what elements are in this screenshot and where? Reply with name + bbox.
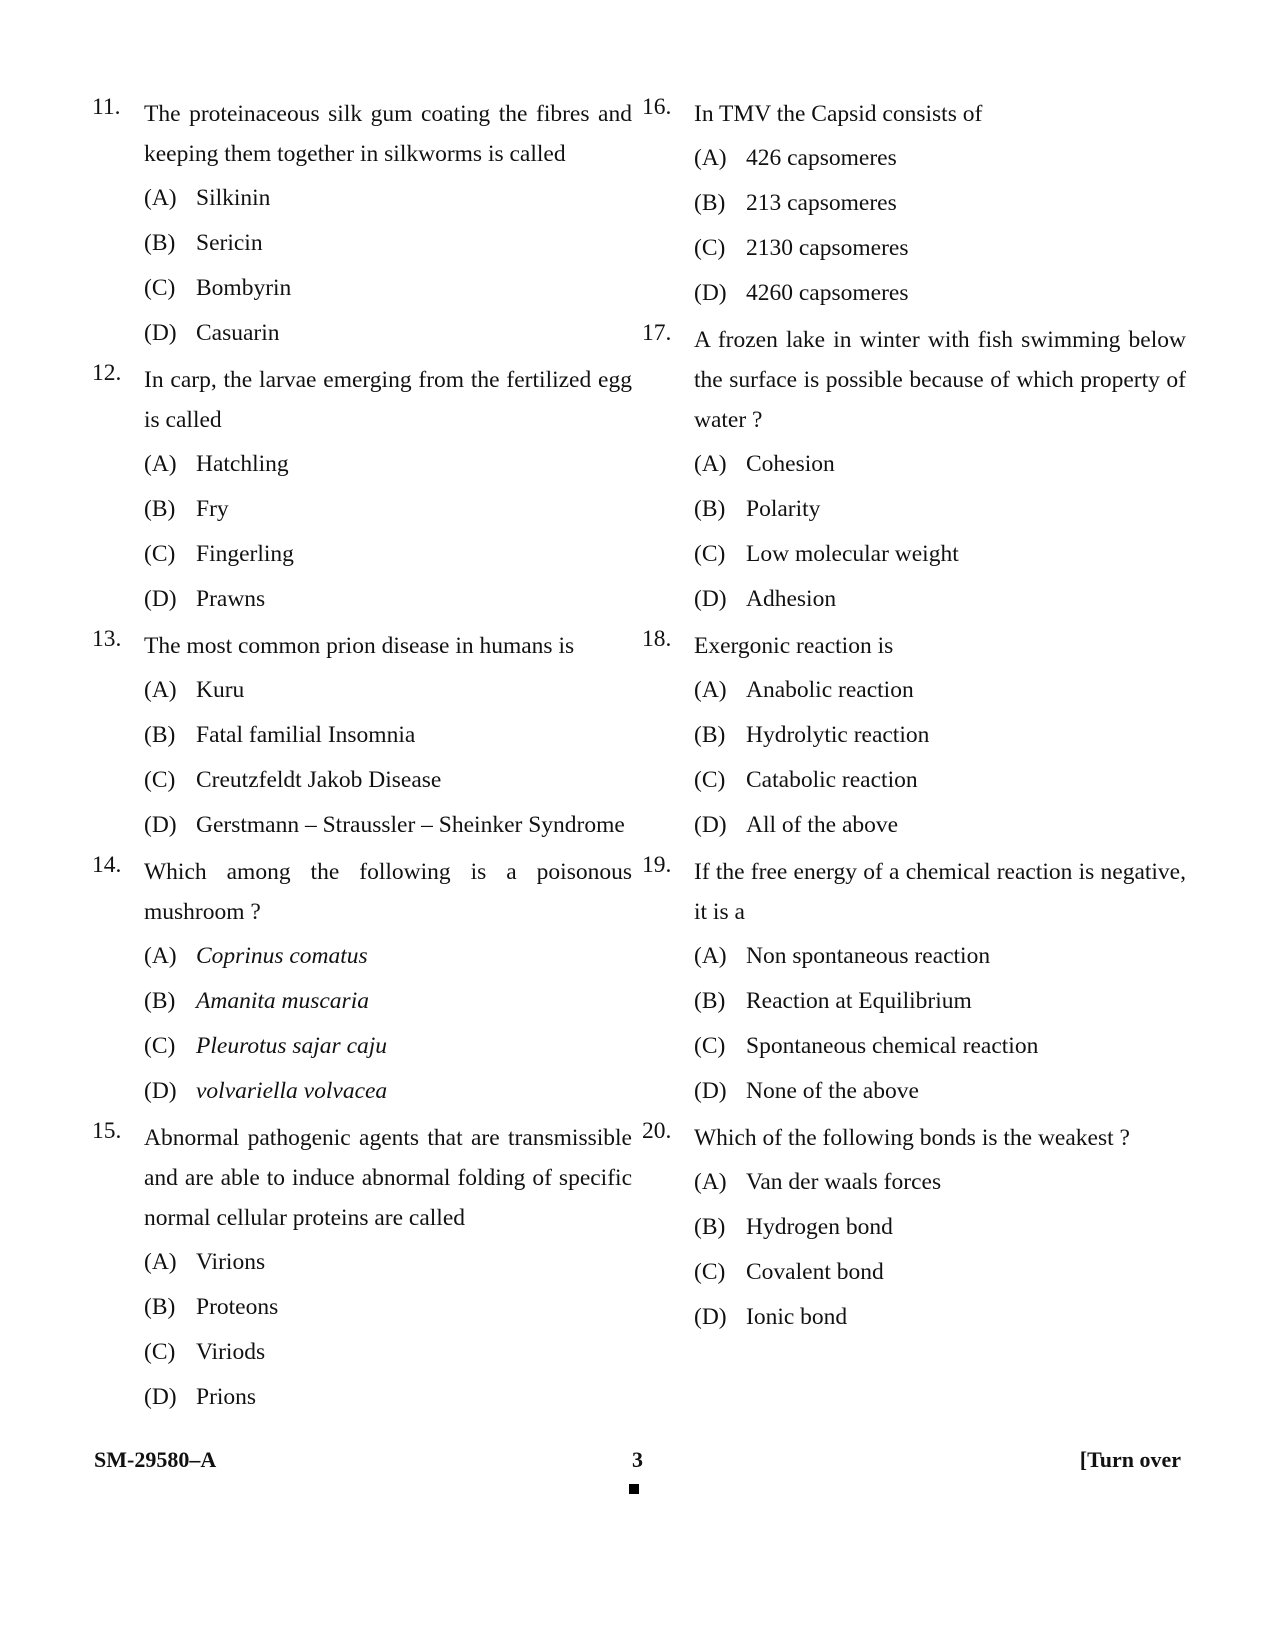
question-number: 18. <box>642 626 672 652</box>
question-text: Abnormal pathogenic agents that are transmissible and are able to induce abnormal folding of specific normal cellular proteins are called <box>144 1125 632 1231</box>
answer-option <box>694 1069 1186 1114</box>
option-label: (A) <box>694 677 727 703</box>
answer-option <box>144 1069 632 1114</box>
answer-option <box>694 226 1186 271</box>
option-text: Amanita muscaria <box>196 988 369 1014</box>
option-label: (B) <box>694 190 726 216</box>
option-label: (D) <box>694 1304 727 1330</box>
answer-option <box>144 1240 632 1285</box>
option-text: Van der waals forces <box>746 1169 942 1195</box>
question-text: The proteinaceous silk gum coating the fibres and keeping them together in silkworms is called <box>144 101 632 167</box>
question-number: 12. <box>92 360 122 386</box>
answer-option <box>694 487 1186 532</box>
question-17 <box>642 320 1186 622</box>
question-text: If the free energy of a chemical reaction is negative, it is a <box>694 859 1186 925</box>
question-number: 17. <box>642 320 672 346</box>
answer-option <box>694 532 1186 577</box>
option-text: 426 capsomeres <box>746 145 897 171</box>
answer-option <box>694 1295 1186 1340</box>
option-label: (C) <box>694 235 726 261</box>
option-text: Reaction at Equilibrium <box>746 988 972 1014</box>
answer-option <box>694 271 1186 316</box>
answer-option <box>694 1250 1186 1295</box>
answer-option <box>694 136 1186 181</box>
option-text: Spontaneous chemical reaction <box>746 1033 1039 1059</box>
option-list <box>144 934 632 1114</box>
option-label: (D) <box>144 320 177 346</box>
answer-option <box>694 934 1186 979</box>
option-text: Coprinus comatus <box>196 943 368 969</box>
option-text: Hydrolytic reaction <box>746 722 930 748</box>
option-label: (C) <box>694 767 726 793</box>
option-label: (D) <box>144 812 177 838</box>
option-label: (B) <box>144 496 176 522</box>
option-list <box>144 1240 632 1420</box>
question-number: 13. <box>92 626 122 652</box>
question-text: In carp, the larvae emerging from the fertilized egg is called <box>144 367 632 433</box>
question-text: Exergonic reaction is <box>694 633 894 659</box>
option-text: Pleurotus sajar caju <box>196 1033 388 1059</box>
question-text: A frozen lake in winter with fish swimming below the surface is possible because of which property of water ? <box>694 327 1186 433</box>
option-label: (A) <box>694 943 727 969</box>
option-text: 4260 capsomeres <box>746 280 909 306</box>
answer-option <box>144 713 632 758</box>
answer-option <box>144 668 632 713</box>
answer-option <box>694 668 1186 713</box>
option-list <box>694 136 1186 316</box>
answer-option <box>144 1285 632 1330</box>
option-label: (C) <box>144 767 176 793</box>
question-14 <box>92 852 632 1114</box>
option-text: Anabolic reaction <box>746 677 914 703</box>
option-label: (B) <box>144 722 176 748</box>
answer-option <box>694 758 1186 803</box>
option-label: (A) <box>144 451 177 477</box>
answer-option <box>144 532 632 577</box>
option-label: (B) <box>144 230 176 256</box>
option-list <box>144 442 632 622</box>
option-label: (B) <box>144 988 176 1014</box>
question-number: 15. <box>92 1118 122 1144</box>
option-label: (C) <box>694 541 726 567</box>
option-text: Covalent bond <box>746 1259 884 1285</box>
option-text: Catabolic reaction <box>746 767 918 793</box>
question-text: In TMV the Capsid consists of <box>694 101 983 127</box>
answer-option <box>144 487 632 532</box>
question-11 <box>92 94 632 356</box>
option-text: Proteons <box>196 1294 279 1320</box>
option-label: (D) <box>144 1384 177 1410</box>
option-label: (B) <box>144 1294 176 1320</box>
option-list <box>694 934 1186 1114</box>
option-text: Gerstmann – Straussler – Sheinker Syndrome <box>196 812 625 838</box>
answer-option <box>144 979 632 1024</box>
option-list <box>694 442 1186 622</box>
left-question-column <box>92 94 632 1424</box>
question-text: The most common prion disease in humans is <box>144 633 575 659</box>
option-text: Adhesion <box>746 586 837 612</box>
option-text: Silkinin <box>196 185 271 211</box>
option-text: Low molecular weight <box>746 541 959 567</box>
option-label: (D) <box>694 1078 727 1104</box>
option-label: (D) <box>694 280 727 306</box>
option-label: (B) <box>694 988 726 1014</box>
option-text: Viriods <box>196 1339 266 1365</box>
option-label: (D) <box>694 812 727 838</box>
option-label: (A) <box>144 677 177 703</box>
option-list <box>694 1160 1186 1340</box>
question-text: Which of the following bonds is the weakest ? <box>694 1125 1130 1151</box>
answer-option <box>144 442 632 487</box>
answer-option <box>144 758 632 803</box>
page-number: 3 <box>632 1447 643 1472</box>
question-15 <box>92 1118 632 1420</box>
option-label: (B) <box>694 722 726 748</box>
question-text: Which among the following is a poisonous mushroom ? <box>144 859 632 925</box>
option-list <box>144 668 632 848</box>
option-text: Non spontaneous reaction <box>746 943 991 969</box>
option-text: Hatchling <box>196 451 289 477</box>
option-text: Creutzfeldt Jakob Disease <box>196 767 442 793</box>
option-label: (D) <box>144 1078 177 1104</box>
option-list <box>694 668 1186 848</box>
option-label: (B) <box>694 1214 726 1240</box>
option-text: 2130 capsomeres <box>746 235 909 261</box>
question-number: 11. <box>92 94 121 120</box>
option-text: Fry <box>196 496 229 522</box>
answer-option <box>694 1024 1186 1069</box>
question-number: 16. <box>642 94 672 120</box>
answer-option <box>144 577 632 622</box>
question-12 <box>92 360 632 622</box>
answer-option <box>694 803 1186 848</box>
option-text: Fingerling <box>196 541 294 567</box>
option-text: Hydrogen bond <box>746 1214 893 1240</box>
answer-option <box>144 266 632 311</box>
option-label: (A) <box>694 1169 727 1195</box>
option-label: (C) <box>694 1033 726 1059</box>
question-16 <box>642 94 1186 316</box>
option-text: Prawns <box>196 586 266 612</box>
option-text: Polarity <box>746 496 821 522</box>
option-label: (A) <box>694 145 727 171</box>
question-20 <box>642 1118 1186 1340</box>
answer-option <box>144 221 632 266</box>
page-footer <box>94 1447 1181 1483</box>
square-marker <box>629 1484 639 1494</box>
answer-option <box>144 1330 632 1375</box>
option-label: (A) <box>694 451 727 477</box>
option-list <box>144 176 632 356</box>
question-18 <box>642 626 1186 848</box>
answer-option <box>694 713 1186 758</box>
option-text: Ionic bond <box>746 1304 848 1330</box>
option-label: (C) <box>694 1259 726 1285</box>
option-text: 213 capsomeres <box>746 190 897 216</box>
option-text: Prions <box>196 1384 257 1410</box>
option-text: Cohesion <box>746 451 835 477</box>
option-text: Bombyrin <box>196 275 292 301</box>
option-text: Sericin <box>196 230 263 256</box>
option-label: (C) <box>144 275 176 301</box>
option-label: (D) <box>694 586 727 612</box>
answer-option <box>694 1160 1186 1205</box>
answer-option <box>694 577 1186 622</box>
answer-option <box>144 803 632 848</box>
option-label: (A) <box>144 1249 177 1275</box>
option-label: (A) <box>144 185 177 211</box>
option-label: (B) <box>694 496 726 522</box>
answer-option <box>694 1205 1186 1250</box>
option-label: (C) <box>144 541 176 567</box>
answer-option <box>694 442 1186 487</box>
question-number: 14. <box>92 852 122 878</box>
answer-option <box>144 1024 632 1069</box>
option-label: (C) <box>144 1339 176 1365</box>
answer-option <box>144 934 632 979</box>
question-number: 19. <box>642 852 672 878</box>
question-19 <box>642 852 1186 1114</box>
option-text: Casuarin <box>196 320 280 346</box>
answer-option <box>144 311 632 356</box>
option-label: (A) <box>144 943 177 969</box>
question-number: 20. <box>642 1118 672 1144</box>
paper-code: SM-29580–A <box>94 1447 217 1472</box>
option-text: Fatal familial Insomnia <box>196 722 416 748</box>
option-text: Kuru <box>196 677 245 703</box>
answer-option <box>144 176 632 221</box>
answer-option <box>694 979 1186 1024</box>
option-label: (D) <box>144 586 177 612</box>
turn-over-note: [Turn over <box>1079 1447 1181 1472</box>
answer-option <box>144 1375 632 1420</box>
right-question-column <box>642 94 1186 1344</box>
option-text: All of the above <box>746 812 899 838</box>
option-text: volvariella volvacea <box>196 1078 388 1104</box>
option-text: None of the above <box>746 1078 919 1104</box>
option-text: Virions <box>196 1249 266 1275</box>
option-label: (C) <box>144 1033 176 1059</box>
question-13 <box>92 626 632 848</box>
answer-option <box>694 181 1186 226</box>
